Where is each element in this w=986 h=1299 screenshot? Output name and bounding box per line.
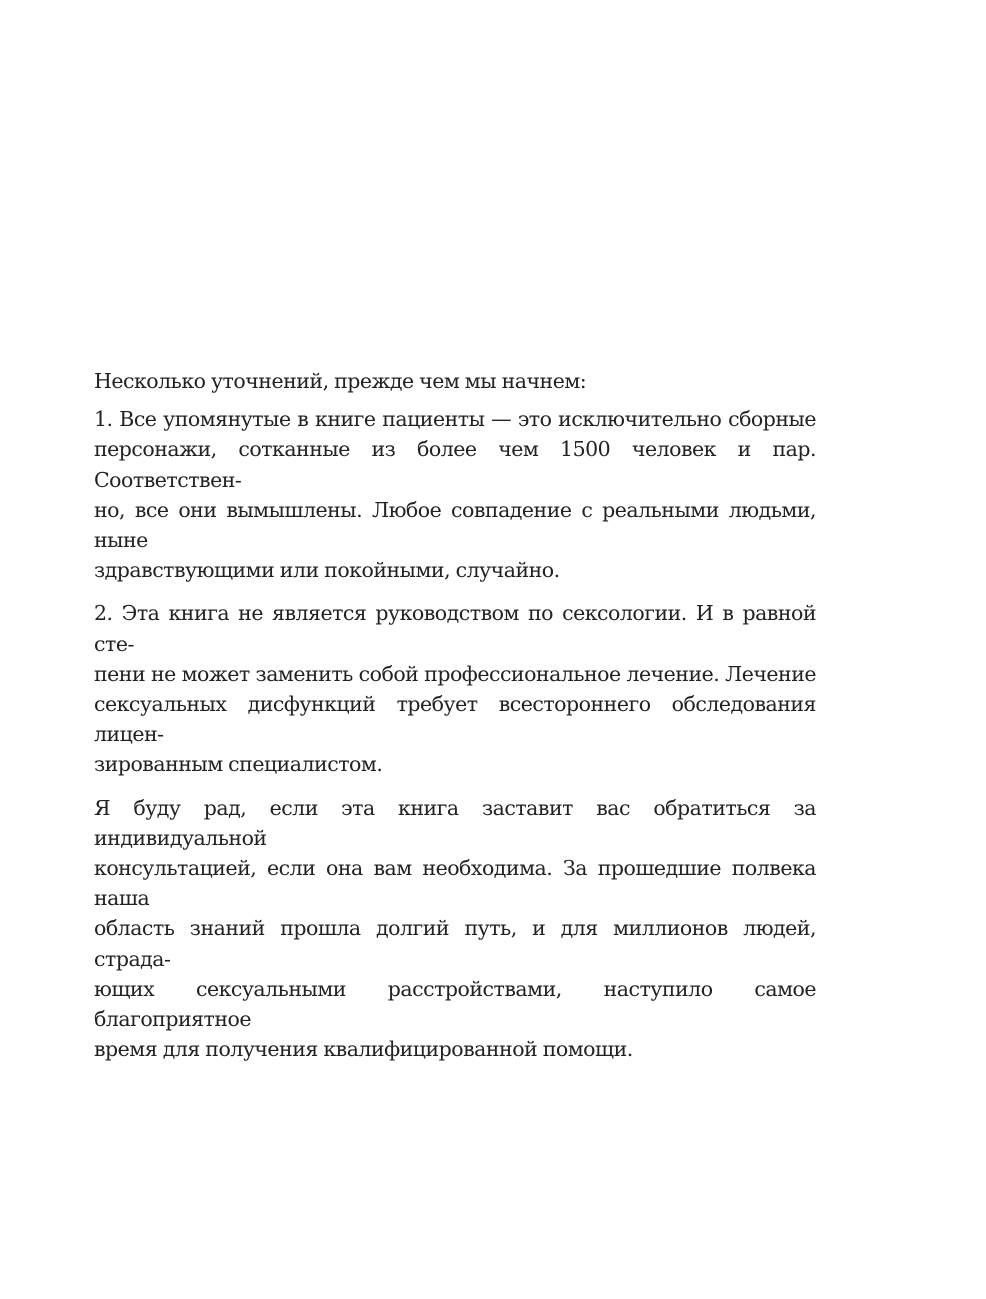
text-line: ющих сексуальными расстройствами, наступило самое благоприятное — [94, 976, 816, 1032]
paragraph-3 — [94, 793, 816, 1065]
text-line: 1. Все упомянутые в книге пациенты — это исключительно сборные — [94, 407, 816, 432]
text-line: область знаний прошла долгий путь, и для миллионов людей, страда- — [94, 916, 816, 971]
document-page — [94, 366, 816, 1077]
text-line: персонажи, сотканные из более чем 1500 человек и пар. Соответствен- — [94, 437, 816, 492]
paragraph-2 — [94, 598, 816, 779]
text-line: сексуальных дисфункций требует всестороннего обследования лицен- — [94, 692, 816, 747]
text-line: Я буду рад, если эта книга заставит вас обратиться за индивидуальной — [94, 795, 816, 850]
text-line: зированным специалистом. — [94, 752, 383, 777]
text-line: 2. Эта книга не является руководством по сексологии. И в равной сте- — [94, 601, 816, 656]
text-line: пени не может заменить собой профессиональное лечение. Лечение — [94, 661, 816, 686]
paragraph-1 — [94, 404, 816, 585]
text-line: здравствующими или покойными, случайно. — [94, 558, 560, 583]
text-line: консультацией, если она вам необходима. За прошедшие полвека наша — [94, 856, 816, 911]
intro-line: Несколько уточнений, прежде чем мы начнем: — [94, 369, 587, 393]
text-line: время для получения квалифицированной помощи. — [94, 1037, 633, 1062]
text-line: но, все они вымышлены. Любое совпадение с реальными людьми, ныне — [94, 497, 816, 553]
